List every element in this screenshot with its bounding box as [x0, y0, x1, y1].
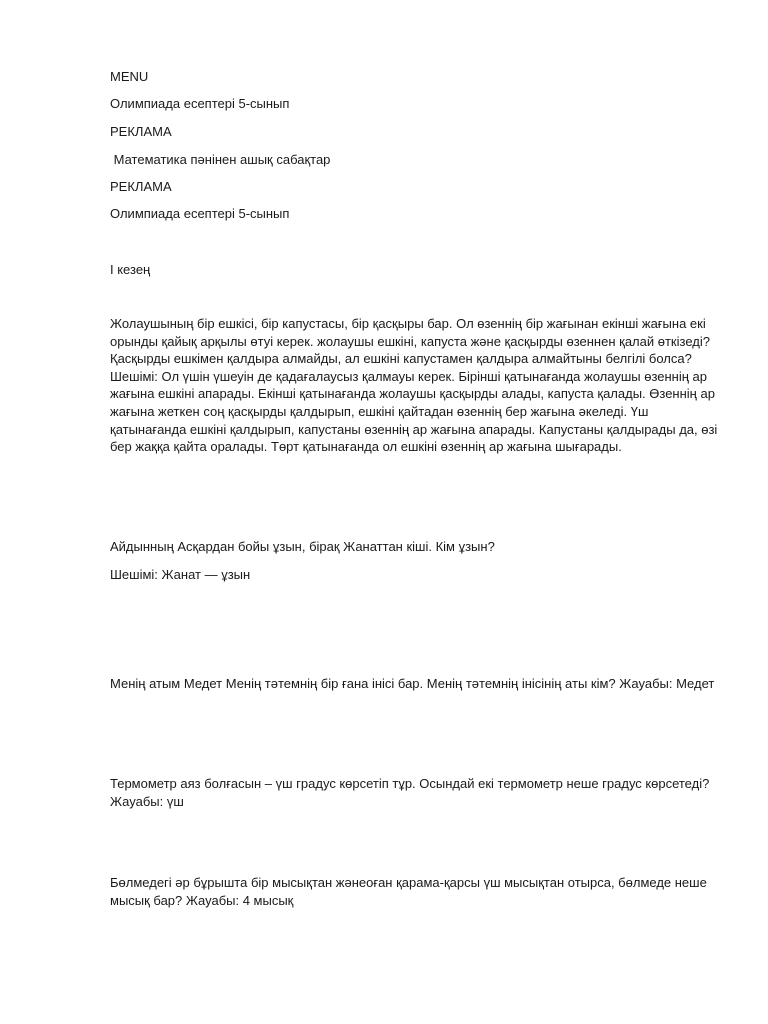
page-title: Олимпиада есептері 5-сынып: [110, 206, 290, 221]
problem-2-answer: Шешімі: Жанат — ұзын: [110, 567, 251, 582]
problem-1-text: Жолаушының бір ешкісі, бір капустасы, бір қасқыры бар. Ол өзеннің бір жағынан екінші жағына екі орынды қайық арқылы өтуі керек. жолаушы ешкіні, капуста және қасқырды өзеннен қалай өткізеді? Қасқырды ешкімен қалдыра алмайды, ал ешкіні капустамен қалдыра алмайтыны белгілі болса? Шешімі: Ол үшін үшеуін де қадағалаусыз қалмауы керек. Бірінші қатынағанда жолаушы өзеннің ар жағына ешкіні апарады. Екінші қатынағанда жолаушы қасқырды алады, капуста қалады. Өзеннің ар жағына жеткен соң қасқырды қалдырып, ешкіні қайтадан өзеннің бер жағына әкеледі. Үш қатынағанда ешкіні қалдырып, капустаны өзеннің ар жағына апарады. Капустаны қалдырады да, өзі бер жаққа қайта оралады. Төрт қатынағанда ол ешкіні өзеннің ар жағына шығарады.: [110, 316, 718, 455]
page-title-top[interactable]: Олимпиада есептері 5-сынып: [110, 96, 290, 111]
stage-heading: І кезең: [110, 262, 151, 277]
open-lessons-link[interactable]: Математика пәнінен ашық сабақтар: [110, 152, 331, 167]
ad-label: РЕКЛАМА: [110, 124, 172, 139]
ad-label: РЕКЛАМА: [110, 179, 172, 194]
problem-4-text: Термометр аяз болғасын – үш градус көрсетіп тұр. Осындай екі термометр неше градус көрсетеді? Жауабы: үш: [110, 776, 710, 809]
problem-2-question: Айдынның Асқардан бойы ұзын, бірақ Жанаттан кіші. Кім ұзын?: [110, 539, 495, 554]
menu-link[interactable]: MENU: [110, 69, 149, 84]
problem-5-text: Бөлмедегі әр бұрышта бір мысықтан жәнеоған қарама-қарсы үш мысықтан отырса, бөлмеде неше мысық бар? Жауабы: 4 мысық: [110, 875, 707, 908]
problem-3-text: Менің атым Медет Менің тәтемнің бір ғана інісі бар. Менің тәтемнің інісінің аты кім? Жауабы: Медет: [110, 676, 715, 691]
